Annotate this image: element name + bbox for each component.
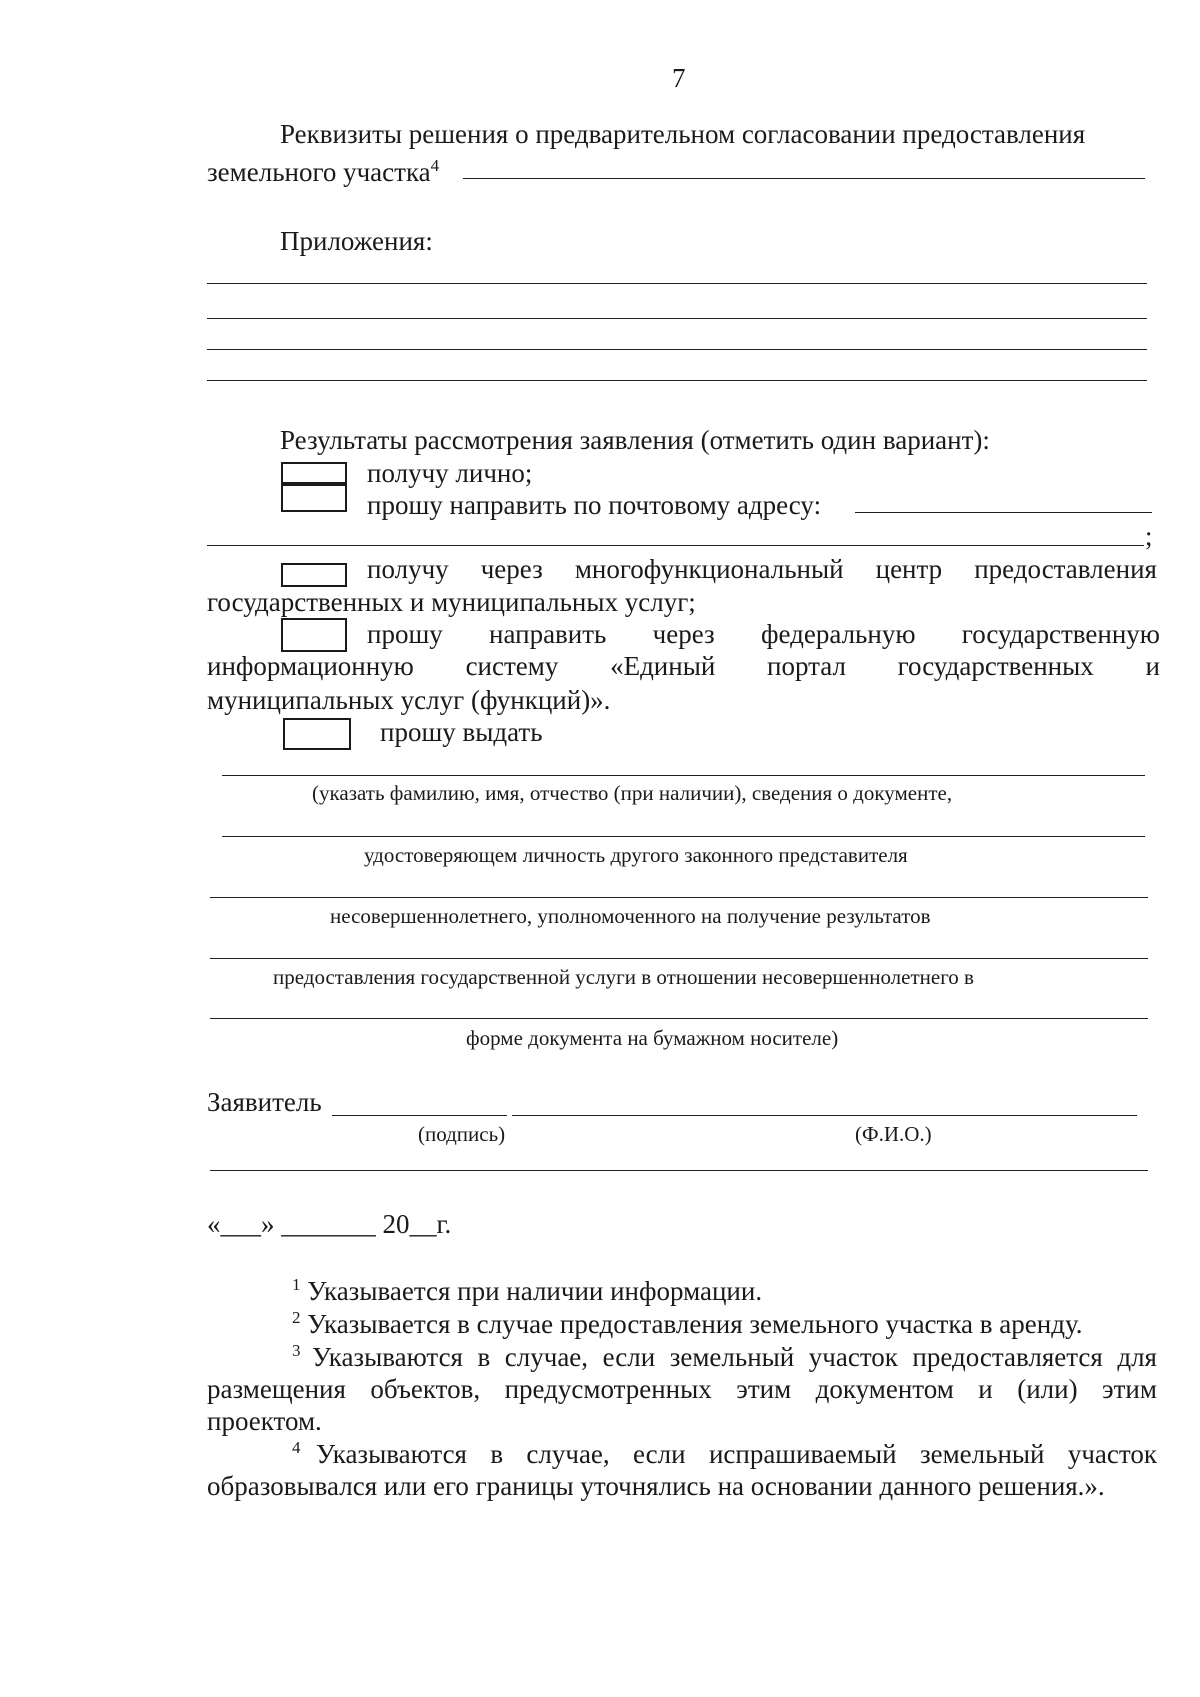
attachments-line-1[interactable] (207, 283, 1147, 284)
option-issue: прошу выдать (380, 717, 543, 747)
fn4-word: участок (1067, 1439, 1157, 1469)
portal-word: государственных (897, 651, 1094, 681)
footnote-ref-4: 4 (430, 156, 440, 175)
option-portal-line-2 (207, 650, 1160, 682)
footnote-1-number: 1 (292, 1275, 301, 1294)
footnote-4-line-2: образовывался или его границы уточнялись на основании данного решения.». (207, 1471, 1105, 1501)
checkbox-in-person[interactable] (281, 462, 347, 484)
footnote-1-text: Указывается при наличии информации. (307, 1276, 763, 1306)
portal-word: через (652, 619, 715, 649)
option-mfc-line-2: государственных и муниципальных услуг; (207, 587, 696, 617)
attachments-line-4[interactable] (207, 380, 1147, 381)
fn3-word: предусмотренных (504, 1374, 712, 1404)
requisites-line-2 (207, 156, 439, 188)
checkbox-mfc[interactable] (281, 563, 347, 587)
portal-word: «Единый (610, 651, 716, 681)
fn3-word: в (477, 1342, 491, 1372)
attachments-label: Приложения: (280, 226, 433, 256)
footnote-3-line-2 (207, 1373, 1157, 1405)
requisites-field[interactable] (463, 178, 1145, 179)
option-portal-line-1 (367, 618, 1160, 650)
applicant-label: Заявитель (207, 1087, 322, 1117)
fn3-word: участок (808, 1342, 898, 1372)
portal-word: портал (767, 651, 846, 681)
hint-line-1: (указать фамилию, имя, отчество (при наличии), сведения о документе, (312, 781, 953, 805)
fn4-word: Указываются (316, 1439, 467, 1469)
fn4-word: испрашиваемый (708, 1439, 897, 1469)
representative-field-4[interactable] (210, 958, 1148, 959)
fn3-word: земельный (669, 1342, 795, 1372)
attachments-line-3[interactable] (207, 349, 1147, 350)
option-portal-line-3: муниципальных услуг (функций)». (207, 685, 611, 715)
signature-field[interactable] (332, 1115, 507, 1116)
footnote-1 (292, 1275, 762, 1307)
date-line: «___» _______ 20__г. (207, 1209, 452, 1239)
portal-word: государственную (961, 619, 1160, 649)
applicant-name-field[interactable] (512, 1115, 1137, 1116)
option-mfc-line-1 (367, 553, 1157, 585)
postal-address-field-2[interactable] (207, 545, 1144, 546)
fn4-word: в (490, 1439, 504, 1469)
name-hint: (Ф.И.О.) (855, 1122, 932, 1146)
representative-field-2[interactable] (222, 836, 1145, 837)
applicant-extra-line[interactable] (210, 1170, 1148, 1171)
mfc-word: получу (367, 554, 449, 584)
checkbox-by-mail[interactable] (281, 484, 347, 512)
fn3-word: документом (815, 1374, 954, 1404)
portal-word: направить (489, 619, 607, 649)
fn3-word: этим (1102, 1374, 1157, 1404)
footnote-2 (292, 1308, 1083, 1340)
fn3-word: случае, (504, 1342, 589, 1372)
fn3-word: объектов, (370, 1374, 481, 1404)
fn4-word: если (633, 1439, 686, 1469)
signature-hint: (подпись) (418, 1122, 506, 1146)
requisites-line-1: Реквизиты решения о предварительном согласовании предоставления (280, 119, 1086, 149)
representative-field-5[interactable] (210, 1018, 1148, 1019)
representative-field-3[interactable] (210, 897, 1148, 898)
fn3-word: предоставляется (912, 1342, 1103, 1372)
fn3-word: (или) (1017, 1374, 1078, 1404)
footnote-3-line-3: проектом. (207, 1406, 322, 1436)
checkbox-issue[interactable] (283, 718, 351, 750)
requisites-label: земельного участка (207, 157, 431, 187)
footnote-2-number: 2 (292, 1308, 301, 1327)
mfc-word: через (480, 554, 543, 584)
fn3-word: и (978, 1374, 993, 1404)
fn3-word: для (1117, 1342, 1157, 1372)
attachments-line-2[interactable] (207, 318, 1147, 319)
fn3-word: если (602, 1342, 656, 1372)
fn3-word: этим (736, 1374, 792, 1404)
footnote-4-number-wrap (292, 1438, 301, 1470)
portal-word: и (1145, 651, 1160, 681)
hint-line-2: удостоверяющем личность другого законного представителя (364, 843, 908, 867)
footnote-3-number-wrap (292, 1341, 301, 1373)
hint-line-4: предоставления государственной услуги в отношении несовершеннолетнего в (273, 965, 974, 989)
postal-address-end: ; (1145, 521, 1153, 551)
footnote-3-line-1 (312, 1341, 1157, 1373)
mfc-word: многофункциональный (574, 554, 844, 584)
option-by-mail: прошу направить по почтовому адресу: (367, 490, 822, 520)
representative-field-1[interactable] (222, 775, 1145, 776)
page-number: 7 (672, 63, 686, 93)
footnote-4-line-1 (316, 1438, 1157, 1470)
fn4-word: случае, (526, 1439, 610, 1469)
hint-line-5: форме документа на бумажном носителе) (466, 1026, 839, 1050)
mfc-word: предоставления (974, 554, 1157, 584)
portal-word: прошу (367, 619, 443, 649)
portal-word: информационную (207, 651, 414, 681)
fn4-word: земельный (919, 1439, 1045, 1469)
hint-line-3: несовершеннолетнего, уполномоченного на получение результатов (330, 904, 931, 928)
mfc-word: центр (875, 554, 943, 584)
fn3-word: размещения (207, 1374, 346, 1404)
results-heading: Результаты рассмотрения заявления (отметить один вариант): (280, 425, 990, 455)
footnote-3-number: 3 (292, 1341, 301, 1360)
footnote-4-number: 4 (292, 1438, 301, 1457)
option-in-person: получу лично; (367, 458, 533, 488)
postal-address-field-1[interactable] (855, 512, 1152, 513)
portal-word: систему (465, 651, 559, 681)
fn3-word: Указываются (312, 1342, 463, 1372)
portal-word: федеральную (761, 619, 916, 649)
footnote-2-text: Указывается в случае предоставления земельного участка в аренду. (307, 1309, 1083, 1339)
checkbox-portal[interactable] (281, 618, 347, 652)
